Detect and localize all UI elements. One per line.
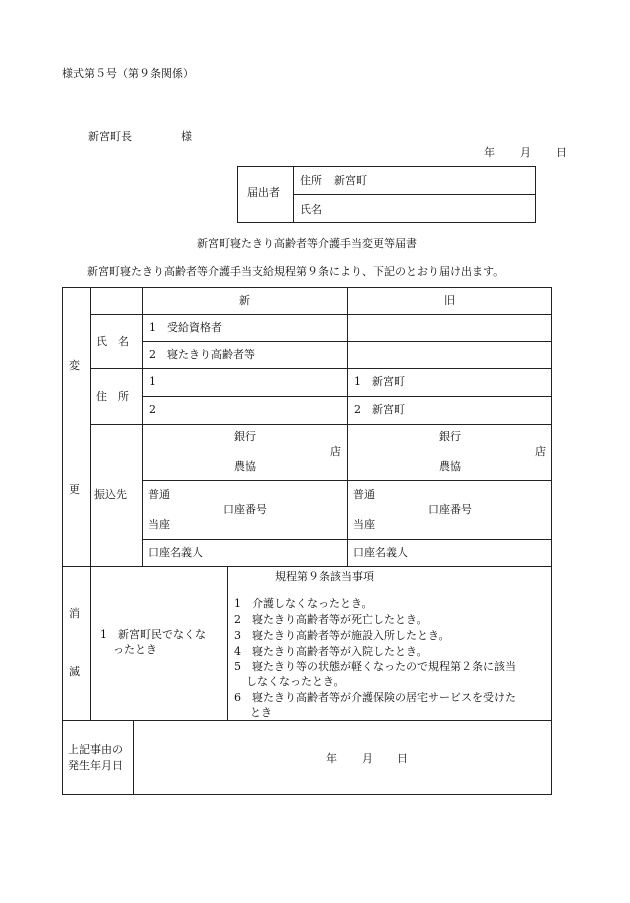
notifier-address-value: 新宮町 bbox=[334, 174, 367, 187]
date-month: 月 bbox=[520, 146, 531, 159]
account-number-old: 口座番号 bbox=[428, 503, 472, 516]
date-day: 日 bbox=[556, 146, 567, 159]
extinction-item-2: 2 寝たきり高齢者等が死亡したとき。 bbox=[234, 613, 428, 626]
extinction-item-6b: とき bbox=[250, 706, 272, 719]
change-side-char-1: 変 bbox=[69, 359, 80, 372]
transfer-label: 振込先 bbox=[94, 488, 127, 501]
addressee-honorific: 様 bbox=[181, 130, 192, 143]
extinction-side-char-1: 消 bbox=[69, 607, 80, 620]
agri-old: 農協 bbox=[439, 460, 461, 473]
col-line bbox=[133, 720, 134, 795]
occurrence-label-line2: 発生年月日 bbox=[68, 759, 123, 772]
holder-old: 口座名義人 bbox=[353, 546, 408, 559]
extinction-item-1: 1 介護しなくなったとき。 bbox=[234, 597, 373, 610]
branch-new: 店 bbox=[330, 445, 341, 458]
ordinary-new: 普通 bbox=[148, 488, 170, 501]
addressee-name: 新宮町長 bbox=[88, 130, 132, 143]
extinction-items-header: 規程第９条該当事項 bbox=[275, 570, 374, 583]
notifier-name-label: 氏名 bbox=[300, 203, 322, 216]
occurrence-month: 月 bbox=[362, 752, 373, 765]
intro-text: 新宮町寝たきり高齢者等介護手当支給規程第９条により、下記のとおり届け出ます。 bbox=[87, 265, 505, 278]
address-new-1: 1 bbox=[149, 375, 156, 388]
extinction-item-4: 4 寝たきり高齢者等が入院したとき。 bbox=[234, 645, 428, 658]
row-line bbox=[90, 424, 552, 425]
change-side-char-2: 更 bbox=[69, 483, 80, 496]
col-new-header: 新 bbox=[239, 294, 250, 307]
row-line bbox=[90, 314, 552, 315]
notifier-label: 届出者 bbox=[247, 186, 280, 199]
form-number: 様式第５号（第９条関係） bbox=[62, 67, 194, 80]
occurrence-year: 年 bbox=[326, 752, 337, 765]
account-number-new: 口座番号 bbox=[223, 503, 267, 516]
occurrence-day: 日 bbox=[397, 752, 408, 765]
name-label: 氏 名 bbox=[96, 335, 129, 348]
extinction-reason-line1: 1 新宮町民でなくな bbox=[100, 628, 206, 641]
holder-new: 口座名義人 bbox=[148, 546, 203, 559]
ordinary-old: 普通 bbox=[353, 488, 375, 501]
section-line bbox=[62, 566, 552, 567]
address-new-2: 2 bbox=[149, 403, 156, 416]
branch-old: 店 bbox=[535, 445, 546, 458]
current-new: 当座 bbox=[148, 518, 170, 531]
bank-old: 銀行 bbox=[439, 430, 461, 443]
extinction-item-3: 3 寝たきり高齢者等が施設入所したとき。 bbox=[234, 629, 450, 642]
extinction-item-5b: しなくなったとき。 bbox=[246, 675, 345, 688]
col-line bbox=[142, 287, 143, 566]
address-label: 住 所 bbox=[96, 390, 129, 403]
bank-new: 銀行 bbox=[234, 430, 256, 443]
extinction-item-6a: 6 寝たきり高齢者等が介護保険の居宅サービスを受けた bbox=[234, 691, 516, 704]
section-line bbox=[62, 720, 552, 721]
address-old-2: 2 新宮町 bbox=[354, 403, 405, 416]
extinction-reason-line2: ったとき bbox=[113, 643, 157, 656]
name-row-elderly: 2 寝たきり高齢者等 bbox=[149, 348, 255, 361]
document-title: 新宮町寝たきり高齢者等介護手当変更等届書 bbox=[197, 237, 417, 250]
col-line bbox=[347, 287, 348, 566]
address-old-1: 1 新宮町 bbox=[354, 375, 405, 388]
main-table bbox=[62, 287, 552, 795]
row-line bbox=[90, 368, 552, 369]
occurrence-label-line1: 上記事由の bbox=[68, 743, 123, 756]
agri-new: 農協 bbox=[234, 460, 256, 473]
notifier-address-label: 住所 bbox=[300, 174, 322, 187]
col-old-header: 旧 bbox=[444, 294, 455, 307]
col-line bbox=[227, 566, 228, 720]
name-row-recipient: 1 受給資格者 bbox=[149, 321, 222, 334]
current-old: 当座 bbox=[353, 518, 375, 531]
extinction-item-5a: 5 寝たきり等の状態が軽くなったので規程第２条に該当 bbox=[234, 660, 516, 673]
notifier-divider-h bbox=[293, 194, 536, 195]
date-year: 年 bbox=[484, 146, 495, 159]
extinction-side-char-2: 滅 bbox=[69, 665, 80, 678]
col-line bbox=[90, 287, 91, 720]
